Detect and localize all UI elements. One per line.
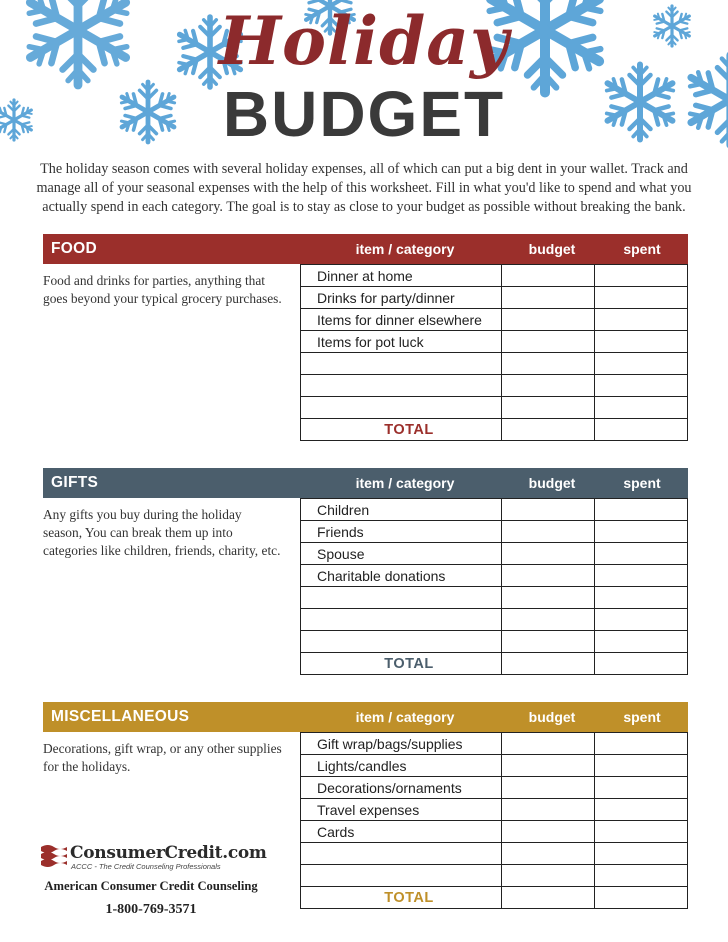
column-item: item / category (355, 475, 455, 491)
table-row (301, 565, 688, 587)
budget-cell[interactable] (502, 397, 595, 419)
spent-cell[interactable] (595, 733, 688, 755)
budget-cell[interactable] (502, 375, 595, 397)
food-header-bar (43, 234, 688, 264)
item-cell: Children (301, 499, 502, 521)
table-row (301, 587, 688, 609)
food-table (300, 264, 688, 441)
spent-cell[interactable] (595, 565, 688, 587)
budget-cell[interactable] (502, 843, 595, 865)
section-title: GIFTS (51, 474, 99, 491)
item-cell[interactable] (301, 609, 502, 631)
title-script: Holiday (218, 2, 510, 80)
total-row (301, 419, 688, 441)
total-row (301, 887, 688, 909)
total-label: TOTAL (301, 887, 502, 909)
table-row (301, 353, 688, 375)
budget-cell[interactable] (502, 587, 595, 609)
section-title: MISCELLANEOUS (51, 708, 190, 725)
column-spent: spent (623, 475, 661, 491)
spent-cell[interactable] (595, 353, 688, 375)
table-row (301, 499, 688, 521)
spent-cell[interactable] (595, 397, 688, 419)
column-item: item / category (355, 241, 455, 257)
spent-cell[interactable] (595, 865, 688, 887)
spent-cell[interactable] (595, 631, 688, 653)
budget-cell[interactable] (502, 309, 595, 331)
item-cell: Drinks for party/dinner (301, 287, 502, 309)
budget-cell[interactable] (502, 499, 595, 521)
total-label: TOTAL (301, 419, 502, 441)
spent-cell[interactable] (595, 287, 688, 309)
spent-cell[interactable] (595, 375, 688, 397)
table-row (301, 397, 688, 419)
item-cell: Items for dinner elsewhere (301, 309, 502, 331)
logo-text: ConsumerCredit.com (70, 843, 267, 863)
table-row (301, 755, 688, 777)
spent-cell[interactable] (595, 843, 688, 865)
budget-cell[interactable] (502, 609, 595, 631)
budget-cell[interactable] (502, 631, 595, 653)
item-cell: Dinner at home (301, 265, 502, 287)
misc-table (300, 732, 688, 909)
spent-cell[interactable] (595, 609, 688, 631)
organization-name: American Consumer Credit Counseling (44, 879, 258, 893)
section-description: Decorations, gift wrap, or any other supplies for the holidays. (43, 741, 282, 774)
budget-cell[interactable] (502, 821, 595, 843)
section-description: Any gifts you buy during the holiday season, You can break them up into categories like children, friends, charity, etc. (43, 507, 281, 558)
spent-cell[interactable] (595, 777, 688, 799)
title-block: BUDGET (222, 78, 506, 150)
table-row (301, 521, 688, 543)
spent-total-cell[interactable] (595, 653, 688, 675)
gifts-table (300, 498, 688, 675)
intro-text: The holiday season comes with several holiday expenses, all of which can put a big dent in your wallet. Track and manage all of your seasonal expenses with the help of this worksheet. Fill in what you'd like to spend and what you actually spend in each category. The goal is to stay as close to your budget as possible without breaking the bank. (36, 161, 692, 215)
item-cell[interactable] (301, 865, 502, 887)
item-cell: Gift wrap/bags/supplies (301, 733, 502, 755)
spent-total-cell[interactable] (595, 419, 688, 441)
budget-cell[interactable] (502, 865, 595, 887)
budget-cell[interactable] (502, 777, 595, 799)
spent-total-cell[interactable] (595, 887, 688, 909)
item-cell: Spouse (301, 543, 502, 565)
budget-cell[interactable] (502, 521, 595, 543)
item-cell[interactable] (301, 397, 502, 419)
section-title: FOOD (51, 240, 97, 257)
table-row (301, 265, 688, 287)
budget-cell[interactable] (502, 733, 595, 755)
item-cell[interactable] (301, 843, 502, 865)
column-item: item / category (355, 709, 455, 725)
spent-cell[interactable] (595, 821, 688, 843)
item-cell: Lights/candles (301, 755, 502, 777)
budget-cell[interactable] (502, 287, 595, 309)
section-description: Food and drinks for parties, anything that goes beyond your typical grocery purchases. (43, 273, 282, 306)
total-row (301, 653, 688, 675)
spent-cell[interactable] (595, 331, 688, 353)
budget-cell[interactable] (502, 799, 595, 821)
table-row (301, 631, 688, 653)
column-spent: spent (623, 241, 661, 257)
column-budget: budget (528, 241, 576, 257)
column-budget: budget (528, 709, 576, 725)
table-row (301, 821, 688, 843)
spent-cell[interactable] (595, 499, 688, 521)
phone-number: 1-800-769-3571 (105, 902, 197, 917)
budget-cell[interactable] (502, 331, 595, 353)
table-row (301, 609, 688, 631)
budget-total-cell[interactable] (502, 419, 595, 441)
item-cell: Items for pot luck (301, 331, 502, 353)
budget-cell[interactable] (502, 755, 595, 777)
table-row (301, 331, 688, 353)
item-cell: Charitable donations (301, 565, 502, 587)
column-budget: budget (528, 475, 576, 491)
table-row (301, 865, 688, 887)
misc-section (43, 702, 688, 928)
budget-cell[interactable] (502, 565, 595, 587)
table-row (301, 309, 688, 331)
budget-total-cell[interactable] (502, 653, 595, 675)
table-row (301, 543, 688, 565)
item-cell: Friends (301, 521, 502, 543)
budget-cell[interactable] (502, 265, 595, 287)
item-cell[interactable] (301, 631, 502, 653)
budget-cell[interactable] (502, 543, 595, 565)
item-cell[interactable] (301, 587, 502, 609)
logo-tagline: ACCC - The Credit Counseling Professionals (71, 862, 221, 871)
table-row (301, 375, 688, 397)
consumercredit-logo (40, 842, 270, 872)
misc-header-bar (43, 702, 688, 732)
table-row (301, 843, 688, 865)
gifts-header-bar (43, 468, 688, 498)
table-row (301, 287, 688, 309)
table-row (301, 777, 688, 799)
logo-stripes-icon (40, 842, 68, 868)
table-row (301, 799, 688, 821)
item-cell[interactable] (301, 353, 502, 375)
item-cell: Cards (301, 821, 502, 843)
budget-cell[interactable] (502, 353, 595, 375)
item-cell[interactable] (301, 375, 502, 397)
table-row (301, 733, 688, 755)
food-section (43, 234, 688, 460)
spent-cell[interactable] (595, 587, 688, 609)
budget-total-cell[interactable] (502, 887, 595, 909)
item-cell: Decorations/ornaments (301, 777, 502, 799)
spent-cell[interactable] (595, 799, 688, 821)
spent-cell[interactable] (595, 265, 688, 287)
spent-cell[interactable] (595, 521, 688, 543)
spent-cell[interactable] (595, 543, 688, 565)
total-label: TOTAL (301, 653, 502, 675)
gifts-section (43, 468, 688, 694)
spent-cell[interactable] (595, 755, 688, 777)
column-spent: spent (623, 709, 661, 725)
item-cell: Travel expenses (301, 799, 502, 821)
spent-cell[interactable] (595, 309, 688, 331)
